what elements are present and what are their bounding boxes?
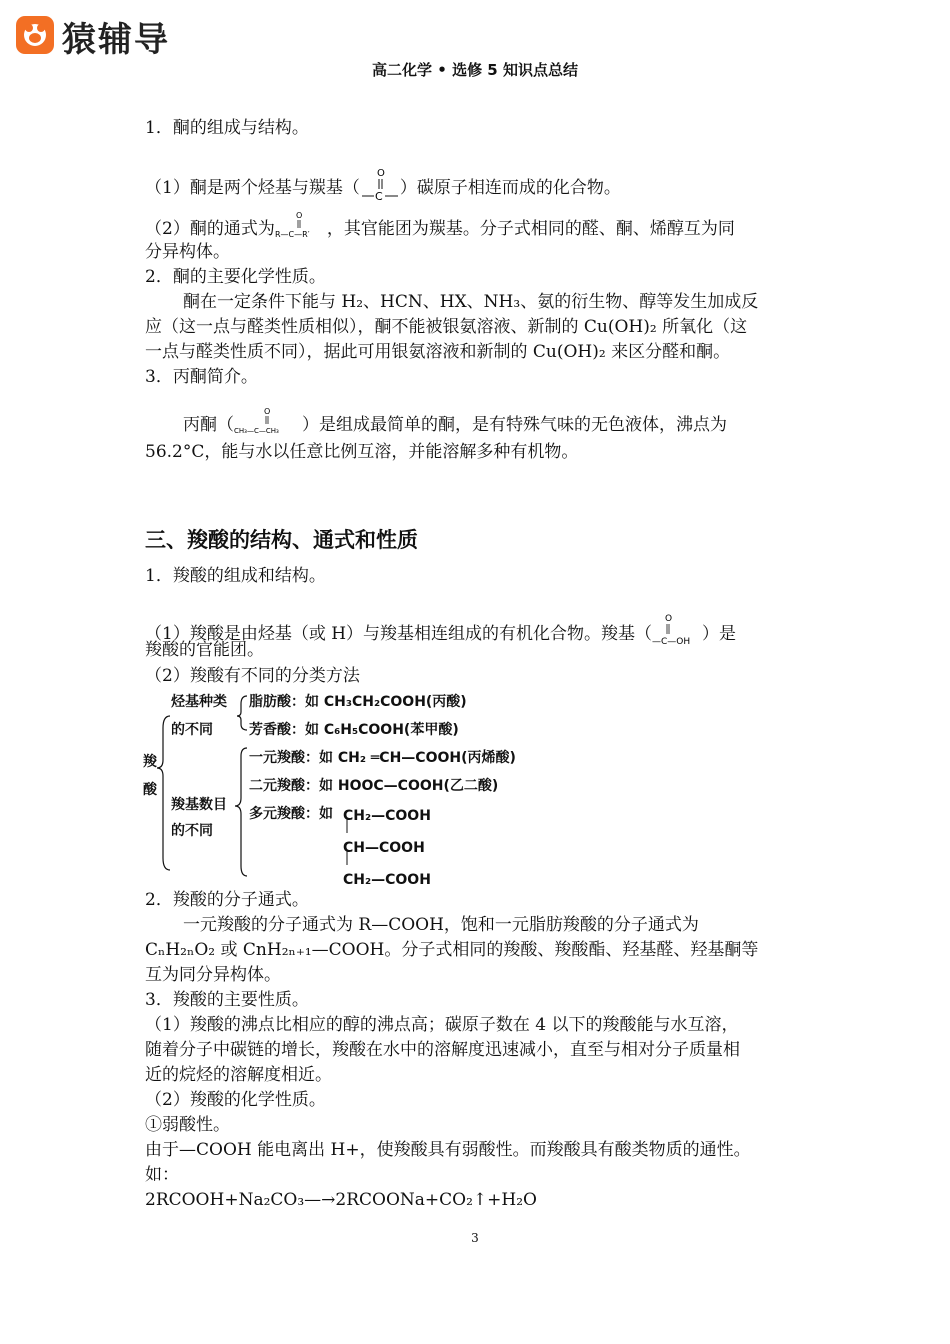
carboxyl-structure-icon — [652, 611, 702, 658]
acid-weak-acidity-text: 由于—COOH 能电离出 H+，使羧酸具有弱酸性。而羧酸具有酸类物质的通性。 — [145, 1140, 751, 1160]
svg-text:C: C — [374, 190, 383, 203]
classification-tree — [143, 688, 543, 886]
polycarboxylic-structure: CH₂—COOH CH—COOH CH₂—COOH — [343, 808, 431, 888]
svg-text:—C—OH: —C—OH — [652, 637, 691, 647]
ketone-s2-title: 2．酮的主要化学性质。 — [145, 267, 326, 287]
acid-s3-1b: 随着分子中碳链的增长，羧酸在水中的溶解度迅速减小，直至与相对分子质量相 — [145, 1040, 740, 1060]
acid-s2-p1: 一元羧酸的分子通式为 R—COOH，饱和一元脂肪羧酸的分子通式为 — [183, 915, 699, 935]
acid-s3-title: 3．羧酸的主要性质。 — [145, 990, 309, 1010]
acid-s1-title: 1．羧酸的组成和结构。 — [145, 566, 326, 586]
brand-logo-icon — [16, 16, 54, 54]
svg-text:R—C—R′: R—C—R′ — [274, 230, 310, 239]
page-number: 3 — [471, 1231, 479, 1245]
carbonyl-structure-icon — [360, 165, 400, 212]
tree-branch-carboxyl-items: 一元羧酸：如 CH₂ ═CH—COOH(丙烯酸) 二元羧酸：如 HOOC—COOH(乙二酸) 多元羧酸：如 — [249, 750, 516, 822]
tree-branch-carboxyl: 羧基数目 的不同 — [171, 797, 227, 839]
doc-title: 高二化学 • 选修 5 知识点总结 — [372, 61, 578, 79]
ketone-general-formula-icon — [275, 209, 327, 250]
svg-text:O: O — [376, 168, 385, 179]
acid-s2-p2: CₙH₂ₙO₂ 或 CnH₂ₙ₊₁—COOH。分子式相同的羧酸、羧酸酯、羟基醛、羟基酮等 — [145, 940, 759, 960]
acid-s2-p3: 互为同分异构体。 — [145, 965, 281, 985]
acid-weak-acidity-title: ①弱酸性。 — [145, 1115, 230, 1135]
svg-text:O: O — [295, 211, 303, 220]
acid-s1-1c: 羧酸的官能团。 — [145, 640, 264, 660]
ketone-s2-p1: 酮在一定条件下能与 H₂、HCN、HX、NH₃、氨的衍生物、醇等发生加成反 — [183, 292, 759, 312]
brand-name: 猿辅导 — [62, 20, 170, 60]
ketone-s2-p3: 一点与醛类性质不同），据此可用银氨溶液和新制的 Cu(OH)₂ 来区分醛和酮。 — [145, 342, 731, 362]
acid-s1-1: （1）羧酸是由烃基（或 H）与羧基相连组成的有机化合物。羧基（ O —C—OH ）是 — [145, 611, 736, 658]
acid-s1-2: （2）羧酸有不同的分类方法 — [145, 666, 360, 686]
acid-s3-2: （2）羧酸的化学性质。 — [145, 1090, 326, 1110]
ketone-s3-p2: 56.2°C，能与水以任意比例互溶，并能溶解多种有机物。 — [145, 442, 579, 462]
tree-root: 羧 酸 — [143, 754, 157, 798]
ketone-s3-title: 3．丙酮简介。 — [145, 367, 258, 387]
section-heading: 三、羧酸的结构、通式和性质 — [145, 528, 418, 552]
ketone-s3-p1: 丙酮（ O CH₃—C—CH₃ ）是组成最简单的酮，是有特殊气味的无色液体，沸点为 — [183, 405, 727, 446]
acid-s3-1a: （1）羧酸的沸点比相应的醇的沸点高；碳原子数在 4 以下的羧酸能与水互溶， — [145, 1015, 739, 1035]
acid-example-label: 如： — [145, 1165, 179, 1185]
acid-s2-title: 2．羧酸的分子通式。 — [145, 890, 309, 910]
acid-reaction-equation: 2RCOOH+Na₂CO₃—→2RCOONa+CO₂↑+H₂O — [145, 1190, 537, 1210]
tree-branch-hydrocarbon-items: 脂肪酸：如 CH₃CH₂COOH(丙酸) 芳香酸：如 C₆H₅COOH(苯甲酸) — [249, 694, 467, 738]
structure-bond-lines — [343, 816, 353, 880]
ketone-s1-1: （1）酮是两个烃基与羰基（ O C ）碳原子相连而成的化合物。 — [145, 165, 621, 212]
ketone-s1-2c: 分异构体。 — [145, 242, 230, 262]
tree-branch-hydrocarbon: 烃基种类 的不同 — [171, 694, 227, 738]
svg-text:O: O — [665, 614, 673, 624]
svg-text:CH₃—C—CH₃: CH₃—C—CH₃ — [234, 427, 279, 435]
ketone-s1-2: （2）酮的通式为 O R—C—R′ ，其官能团为羰基。分子式相同的醛、酮、烯醇互为同 — [145, 209, 735, 250]
ketone-s2-p2: 应（这一点与醛类性质相似），酮不能被银氨溶液、新制的 Cu(OH)₂ 所氧化（这 — [145, 317, 748, 337]
ketone-s1-title: 1．酮的组成与结构。 — [145, 118, 309, 138]
acid-s3-1c: 近的烷烃的溶解度相近。 — [145, 1065, 332, 1085]
svg-text:O: O — [264, 407, 271, 416]
